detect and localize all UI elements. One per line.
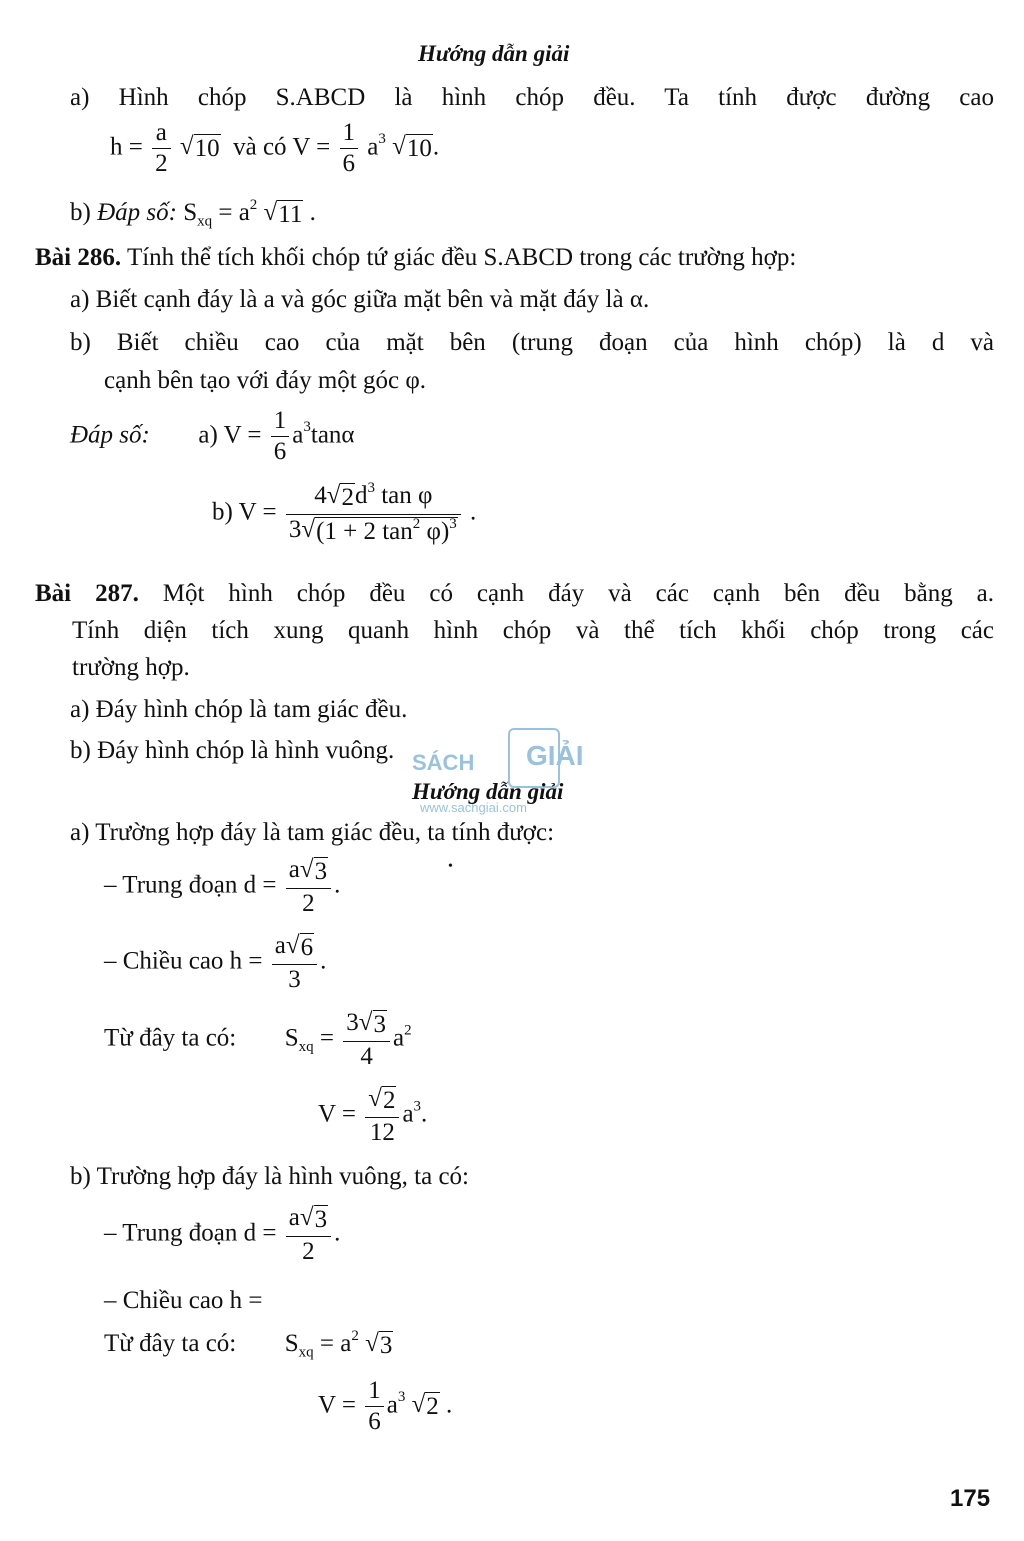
numerator: 1 xyxy=(342,119,356,146)
sqrt: √ 2 xyxy=(326,482,354,511)
exponent: 2 xyxy=(404,1022,412,1039)
radicand: 10 xyxy=(194,135,220,163)
radicand: 3 xyxy=(379,1332,393,1359)
exercise-number: Bài 287. xyxy=(35,580,139,607)
exercise-text: Một hình chóp đều có cạnh đáy và các cạnh bên đều bằng a. xyxy=(162,580,995,607)
denominator: 12 xyxy=(365,1117,399,1146)
text: h = xyxy=(110,133,143,161)
radicand: 10 xyxy=(406,135,432,163)
text: d xyxy=(354,482,368,509)
text: . xyxy=(309,199,316,226)
text: a xyxy=(393,1024,405,1052)
sqrt: √ 3 xyxy=(299,856,328,885)
numerator: a xyxy=(155,119,167,146)
text: a xyxy=(292,421,304,449)
formula-trung-doan xyxy=(104,857,340,917)
numerator: 1 xyxy=(273,407,287,434)
answer-286a xyxy=(70,408,355,466)
text: 4 xyxy=(314,482,327,509)
text: b) xyxy=(70,199,91,226)
watermark-text: GIẢI xyxy=(526,740,584,771)
text: a) V = xyxy=(198,421,262,449)
sqrt: √ 10 xyxy=(392,133,432,163)
fraction xyxy=(365,1378,384,1436)
fraction xyxy=(286,479,461,545)
watermark-text: SÁCH xyxy=(412,750,475,775)
text-line: a) Hình chóp S.ABCD là hình chóp đều. Ta tính được đường cao xyxy=(70,84,994,111)
text-line: a) Trường hợp đáy là tam giác đều, ta tính được: xyxy=(70,819,555,846)
numerator xyxy=(365,1086,399,1117)
fraction xyxy=(343,1010,390,1070)
fraction xyxy=(272,933,317,993)
formula-chieu-cao xyxy=(104,933,326,993)
formula-sxq xyxy=(104,1327,393,1361)
text: . xyxy=(470,498,477,526)
sqrt: √ 11 xyxy=(263,199,303,228)
text: a xyxy=(386,1391,398,1419)
denominator: 3 xyxy=(272,964,317,993)
text-line: trường hợp. xyxy=(72,654,190,681)
dot-mark: • xyxy=(448,859,453,874)
radicand: (1 + 2 $\tan^2 \varphi)^3$ xyxy=(316,515,457,545)
text: tan φ xyxy=(381,482,433,509)
text: = a xyxy=(319,1330,352,1357)
text: S xyxy=(284,1330,299,1357)
exponent: 2 xyxy=(351,1327,359,1344)
answer-line xyxy=(70,196,316,230)
answer-label: Đáp số: xyxy=(97,199,177,226)
fraction xyxy=(271,408,290,466)
exponent: 3 xyxy=(449,515,457,532)
answer-286b xyxy=(212,479,477,545)
text: . xyxy=(334,1219,341,1247)
text-line: a) Biết cạnh đáy là a và góc giữa mặt bên và mặt đáy là α. xyxy=(70,286,650,313)
text: a xyxy=(367,133,379,161)
radicand: 11 xyxy=(278,201,303,228)
sqrt: √ 3 xyxy=(358,1009,387,1038)
text: . xyxy=(320,947,327,975)
denominator: 4 xyxy=(343,1041,390,1070)
exercise-287 xyxy=(35,581,994,606)
numerator: a √ 6 xyxy=(274,932,314,961)
heading-huong-dan-giai: Hướng dẫn giải xyxy=(412,779,564,804)
text: . xyxy=(432,133,440,161)
subscript: xq xyxy=(298,1344,314,1361)
text: a xyxy=(402,1100,414,1128)
denominator: 2 xyxy=(286,1236,331,1265)
sqrt: √ (1 + 2 $\tan^2 \varphi)^3$ xyxy=(301,515,457,545)
denominator: 6 xyxy=(365,1406,384,1435)
sqrt: √ 3 xyxy=(299,1204,328,1233)
text: 3 xyxy=(288,515,302,543)
text: b) V = xyxy=(212,498,277,526)
sqrt: √ 2 xyxy=(411,1391,439,1421)
exponent: 2 xyxy=(249,196,258,213)
radicand: 6 xyxy=(300,934,314,961)
heading-huong-dan-giai: Hướng dẫn giải xyxy=(418,41,570,66)
denominator: 6 xyxy=(340,148,359,177)
text: = a xyxy=(218,199,250,226)
formula-height-volume xyxy=(110,120,439,178)
exponent: 3 xyxy=(397,1389,406,1406)
denominator: 6 xyxy=(271,436,290,465)
text-line: b) Trường hợp đáy là hình vuông, ta có: xyxy=(70,1163,469,1190)
text: Từ đây ta có: xyxy=(104,1024,237,1052)
text: V = xyxy=(318,1100,356,1128)
text: . xyxy=(334,871,341,899)
text-line: Tính diện tích xung quanh hình chóp và thể tích khối chóp trong các xyxy=(72,617,994,644)
subscript: xq xyxy=(298,1038,314,1055)
text: = xyxy=(319,1024,335,1052)
answer-label: Đáp số: xyxy=(70,421,150,449)
fraction xyxy=(152,120,171,178)
numerator xyxy=(286,479,461,514)
text: – Trung đoạn d = xyxy=(104,1219,277,1247)
text-line: b) Biết chiều cao của mặt bên (trung đoạn của hình chóp) là d và xyxy=(70,329,994,356)
fraction xyxy=(286,1205,331,1265)
fraction xyxy=(286,857,331,917)
denominator: 2 xyxy=(286,888,331,917)
radicand: 3 xyxy=(314,858,328,885)
numerator: a √ 3 xyxy=(288,856,328,885)
text: Từ đây ta có: xyxy=(104,1330,237,1357)
text: S xyxy=(284,1024,299,1052)
exponent: 3 xyxy=(303,419,311,436)
radicand: 3 xyxy=(314,1206,328,1233)
exponent: 3 xyxy=(413,1098,422,1115)
radicand: 2 xyxy=(426,1393,439,1421)
page-number: 175 xyxy=(950,1485,991,1512)
numerator: a √ 3 xyxy=(288,1204,328,1233)
exponent: 3 xyxy=(378,131,386,148)
formula-sxq xyxy=(104,1010,412,1070)
text-line: b) Đáy hình chóp là hình vuông. xyxy=(70,737,395,764)
text-line: – Chiều cao h = xyxy=(104,1287,263,1314)
text: và có V = xyxy=(233,133,331,161)
radicand: 2 xyxy=(341,484,354,511)
exponent: 3 xyxy=(367,479,375,496)
text: . xyxy=(446,1391,453,1419)
denominator: 2 xyxy=(152,148,171,177)
numerator: 3 √ 3 xyxy=(346,1009,387,1038)
text: tanα xyxy=(310,421,355,449)
text: . xyxy=(421,1100,428,1128)
text: – Trung đoạn d = xyxy=(104,871,277,899)
text-line: cạnh bên tạo với đáy một góc φ. xyxy=(104,367,427,394)
sqrt: √ 6 xyxy=(285,932,314,961)
formula-trung-doan xyxy=(104,1205,340,1265)
formula-volume xyxy=(318,1086,427,1146)
text: S xyxy=(183,199,198,226)
sqrt: √ 10 xyxy=(179,133,220,163)
watermark-url: www.sachgiai.com xyxy=(420,800,527,815)
exercise-number: Bài 286. xyxy=(35,244,122,271)
text-line: a) Đáy hình chóp là tam giác đều. xyxy=(70,696,408,723)
numerator: 1 xyxy=(368,1377,381,1404)
sqrt: √ 2 xyxy=(368,1085,396,1114)
text: – Chiều cao h = xyxy=(104,947,263,975)
subscript: xq xyxy=(197,213,213,230)
formula-volume xyxy=(318,1378,452,1436)
exercise-text: Tính thể tích khối chóp tứ giác đều S.ABCD trong các trường hợp: xyxy=(126,244,797,271)
fraction xyxy=(340,120,359,178)
denominator xyxy=(286,514,461,546)
sqrt: √ 3 xyxy=(365,1330,393,1359)
text: V = xyxy=(318,1391,356,1419)
fraction xyxy=(365,1086,399,1146)
radicand: 2 xyxy=(382,1087,396,1114)
radicand: 3 xyxy=(373,1011,387,1038)
exponent: 2 xyxy=(412,515,421,532)
exercise-286 xyxy=(35,245,796,270)
